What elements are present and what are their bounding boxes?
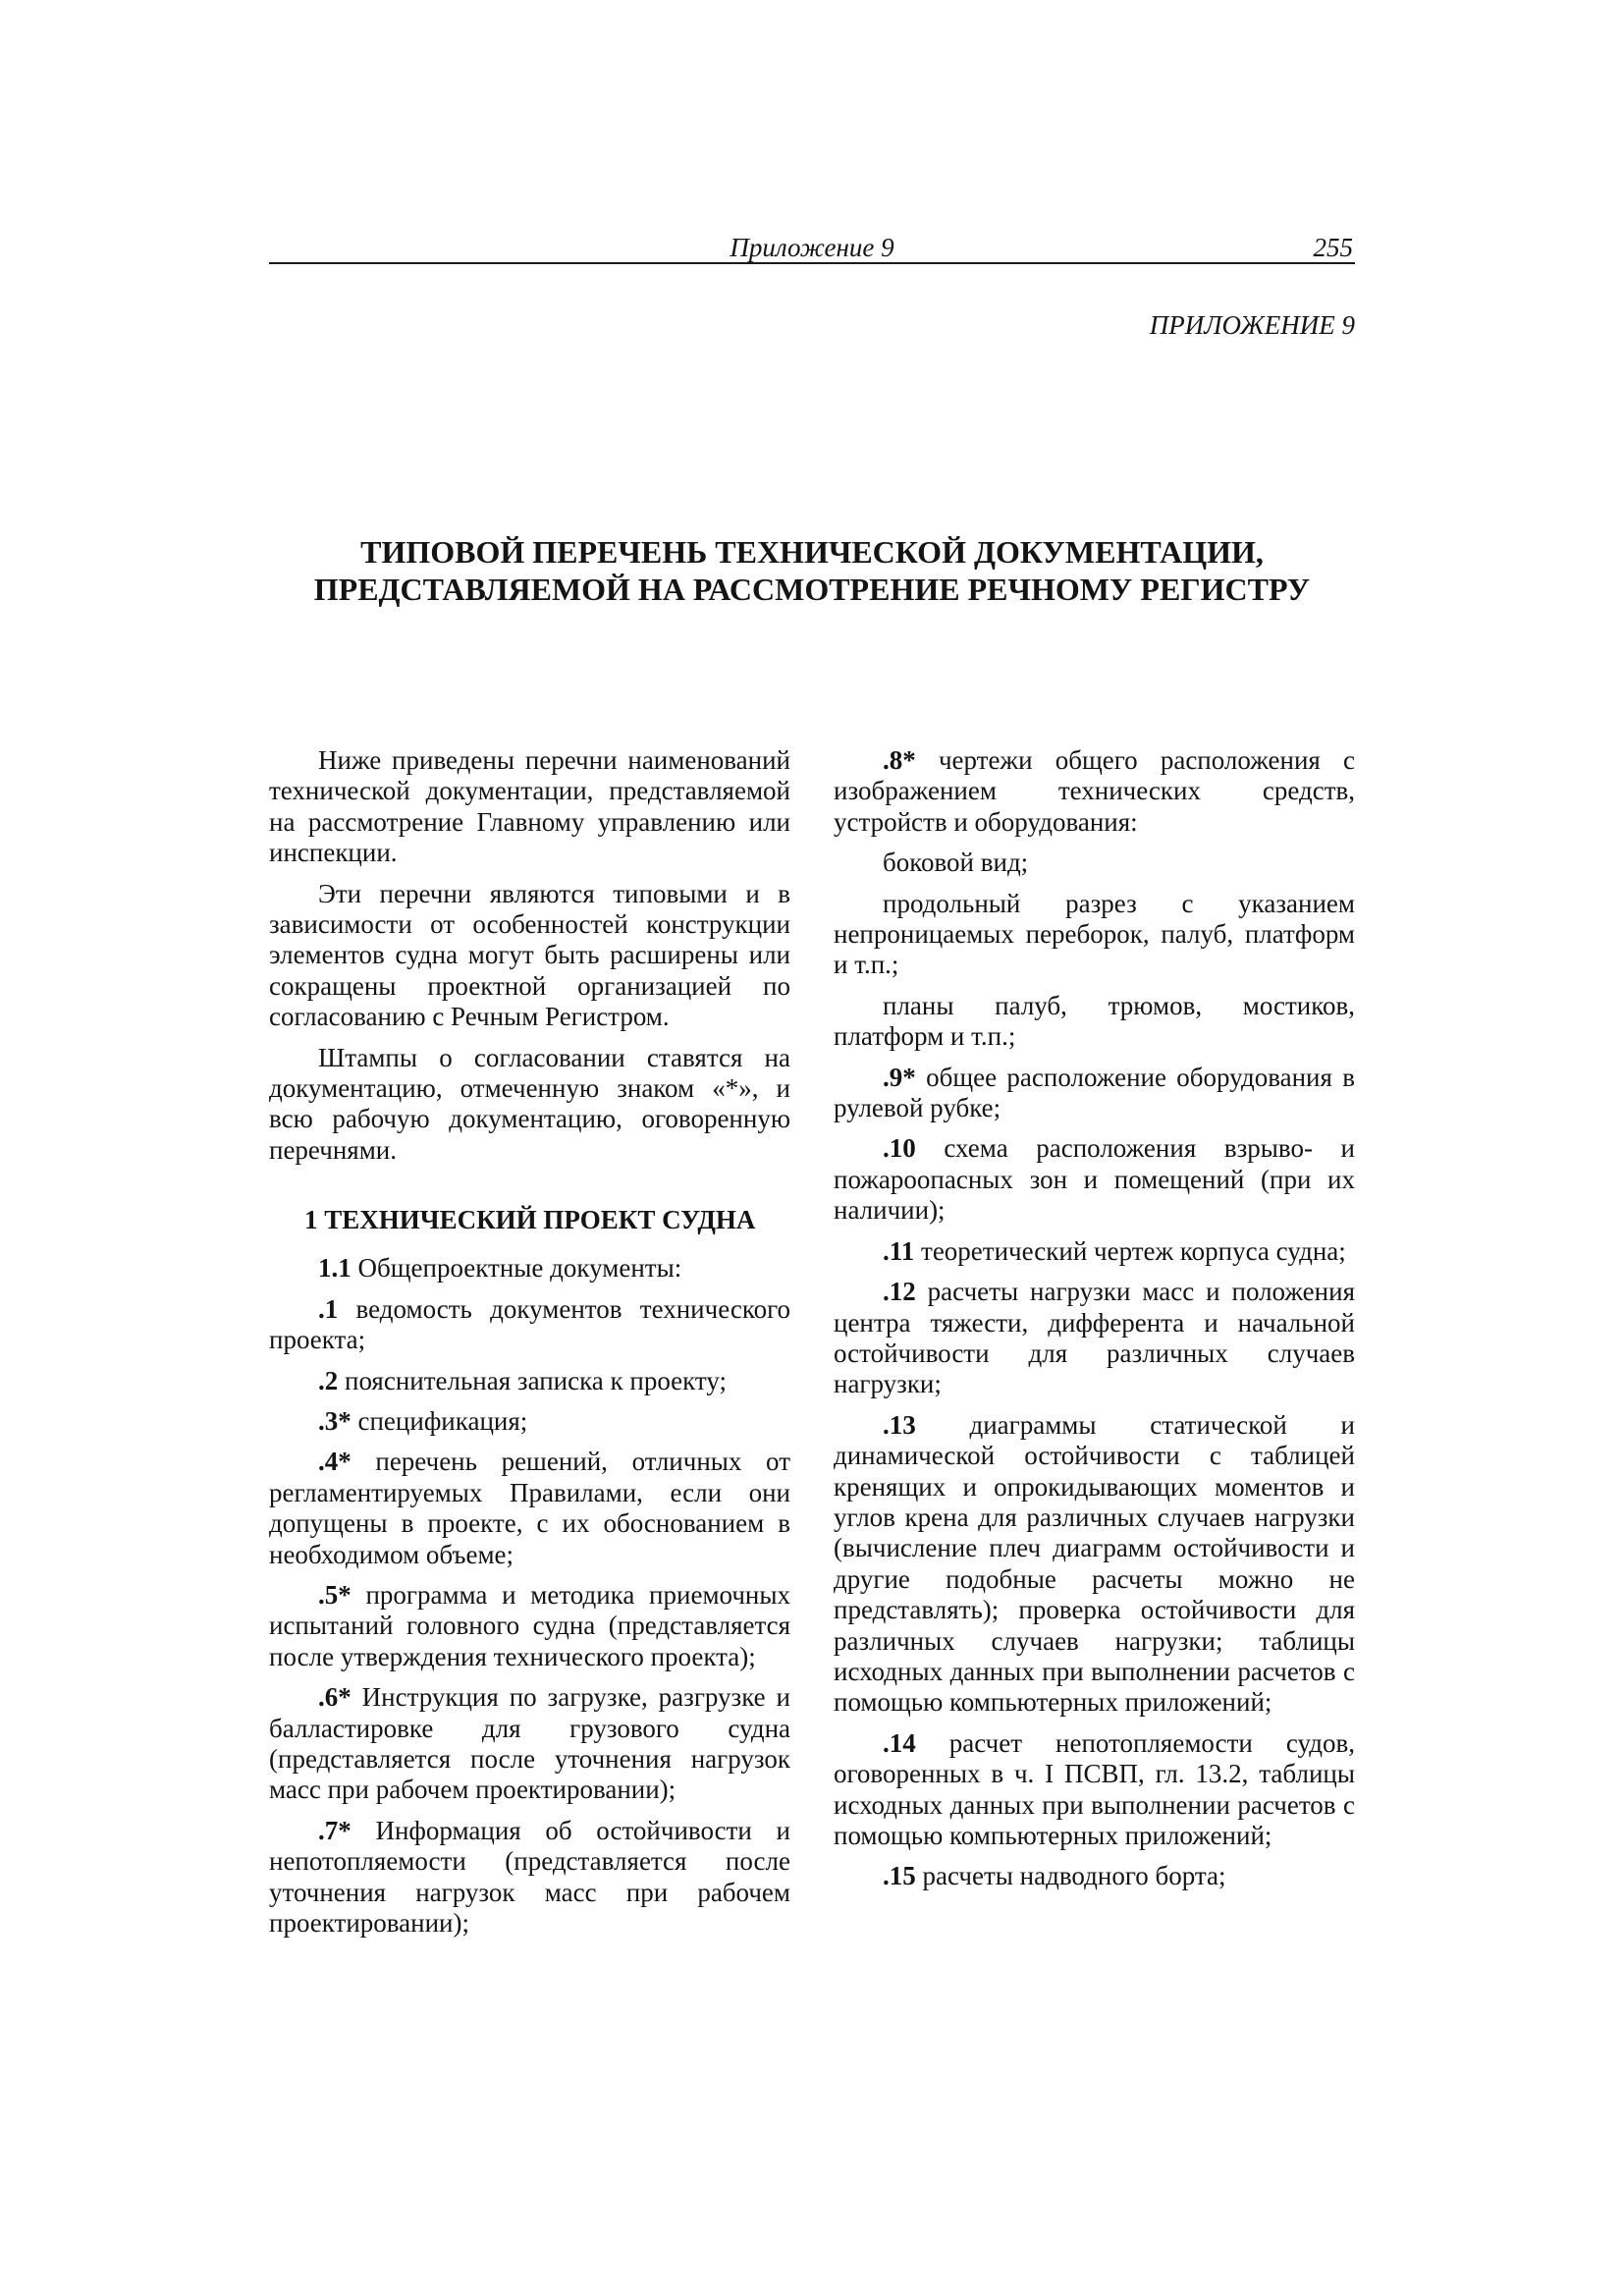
item-text: спецификация; <box>351 1405 528 1436</box>
list-item <box>834 991 1355 1053</box>
list-item <box>269 1294 790 1356</box>
item-text: перечень решений, отличных от регламентируемых Правилами, если они допущены в проекте, с их обоснованием в необходимом объеме; <box>269 1447 790 1569</box>
item-text: общее расположение оборудования в рулевой рубке; <box>834 1062 1355 1123</box>
item-number: .6* <box>318 1682 352 1713</box>
running-header <box>269 233 1355 264</box>
list-item <box>269 1580 790 1672</box>
item-text: программа и методика приемочных испытаний головного судна (представляется после утверждения технического проекта); <box>269 1579 790 1671</box>
list-item <box>834 1728 1355 1852</box>
item-text: расчеты нагрузки масс и положения центра тяжести, дифферента и начальной остойчивости для различных случаев нагрузки; <box>834 1277 1355 1399</box>
document-title-line-1: ТИПОВОЙ ПЕРЕЧЕНЬ ТЕХНИЧЕСКОЙ ДОКУМЕНТАЦИИ, <box>360 534 1264 570</box>
item-text: теоретический чертеж корпуса судна; <box>914 1235 1346 1266</box>
item-number: .5* <box>318 1579 352 1610</box>
item-number: .7* <box>318 1815 352 1845</box>
list-item <box>269 1447 790 1570</box>
item-number: .14 <box>883 1727 916 1758</box>
item-text: ведомость документов технического проекта; <box>269 1293 790 1355</box>
list-item <box>834 1861 1355 1891</box>
appendix-label: ПРИЛОЖЕНИЕ 9 <box>1149 310 1355 340</box>
item-number: .13 <box>883 1409 916 1440</box>
item-text: продольный разрез с указанием непроницаемых переборок, палуб, платформ и т.п.; <box>834 888 1355 980</box>
item-text: Инструкция по загрузке, разгрузке и балластировке для грузового судна (представляется после уточнения нагрузок масс при рабочем проектировании); <box>269 1682 790 1805</box>
section-heading: 1 ТЕХНИЧЕСКИЙ ПРОЕКТ СУДНА <box>304 1205 756 1235</box>
item-number: .15 <box>883 1861 916 1891</box>
list-item <box>834 847 1355 878</box>
item-text: боковой вид; <box>883 847 1029 878</box>
item-number: .4* <box>318 1447 352 1477</box>
item-text: чертежи общего расположения с изображением технических средств, устройств и оборудования: <box>834 745 1355 837</box>
item-text: пояснительная записка к проекту; <box>338 1365 728 1395</box>
intro-paragraph: Штампы о согласовании ставятся на документацию, отмеченную знаком «*», и всю рабочую документацию, оговоренную перечнями. <box>269 1042 790 1165</box>
list-item <box>834 889 1355 981</box>
list-item <box>834 1133 1355 1226</box>
item-number: .12 <box>883 1277 916 1307</box>
list-item <box>834 1410 1355 1719</box>
list-item <box>269 1253 790 1284</box>
left-column <box>269 745 790 1948</box>
item-number: .1 <box>318 1293 339 1324</box>
item-number: .11 <box>883 1235 915 1266</box>
list-item <box>269 1682 790 1806</box>
item-text: схема расположения взрыво- и пожароопасных зон и помещений (при их наличии); <box>834 1133 1355 1226</box>
item-number: .2 <box>318 1365 339 1395</box>
list-item <box>269 1366 790 1396</box>
item-number: .9* <box>883 1062 916 1092</box>
item-number: .10 <box>883 1133 916 1164</box>
item-text: диаграммы статической и динамической остойчивости с таблицей кренящих и опрокидывающих моментов и углов крена для различных случаев нагрузки (вычисление плеч диаграмм остойчивости и другие подобные расчеты можно не представлять); проверка остойчивости для различных случаев нагрузки; таблицы исходных данных при выполнении расчетов с помощью компьютерных приложений; <box>834 1409 1355 1718</box>
item-text: расчет непотопляемости судов, оговоренных в ч. I ПСВП, гл. 13.2, таблицы исходных данных при выполнении расчетов с помощью компьютерных приложений; <box>834 1727 1355 1850</box>
list-item <box>834 745 1355 838</box>
item-text: планы палуб, трюмов, мостиков, платформ и т.п.; <box>834 990 1355 1052</box>
list-item <box>834 1277 1355 1400</box>
document-title <box>269 533 1355 608</box>
item-text: расчеты надводного борта; <box>915 1861 1226 1891</box>
list-item <box>834 1236 1355 1267</box>
item-text: Общепроектные документы: <box>351 1253 682 1284</box>
list-item <box>269 1406 790 1437</box>
list-item <box>834 1063 1355 1124</box>
list-item <box>269 1816 790 1940</box>
item-number: .8* <box>883 745 916 775</box>
page-number: 255 <box>1313 233 1353 262</box>
running-title: Приложение 9 <box>730 233 894 262</box>
right-column <box>834 745 1355 1902</box>
intro-paragraph: Ниже приведены перечни наименований технической документации, представляемой на рассмотрение Главному управлению или инспекции. <box>269 745 790 868</box>
intro-paragraph: Эти перечни являются типовыми и в зависимости от особенностей конструкции элементов судна могут быть расширены или сокращены проектной организацией по согласованию с Речным Регистром. <box>269 878 790 1032</box>
item-number: 1.1 <box>318 1253 352 1284</box>
item-number: .3* <box>318 1405 352 1436</box>
document-title-line-2: ПРЕДСТАВЛЯЕМОЙ НА РАССМОТРЕНИЕ РЕЧНОМУ РЕГИСТРУ <box>313 572 1311 607</box>
item-text: Информация об остойчивости и непотопляемости (представляется после уточнения нагрузок масс при рабочем проектировании); <box>269 1815 790 1938</box>
